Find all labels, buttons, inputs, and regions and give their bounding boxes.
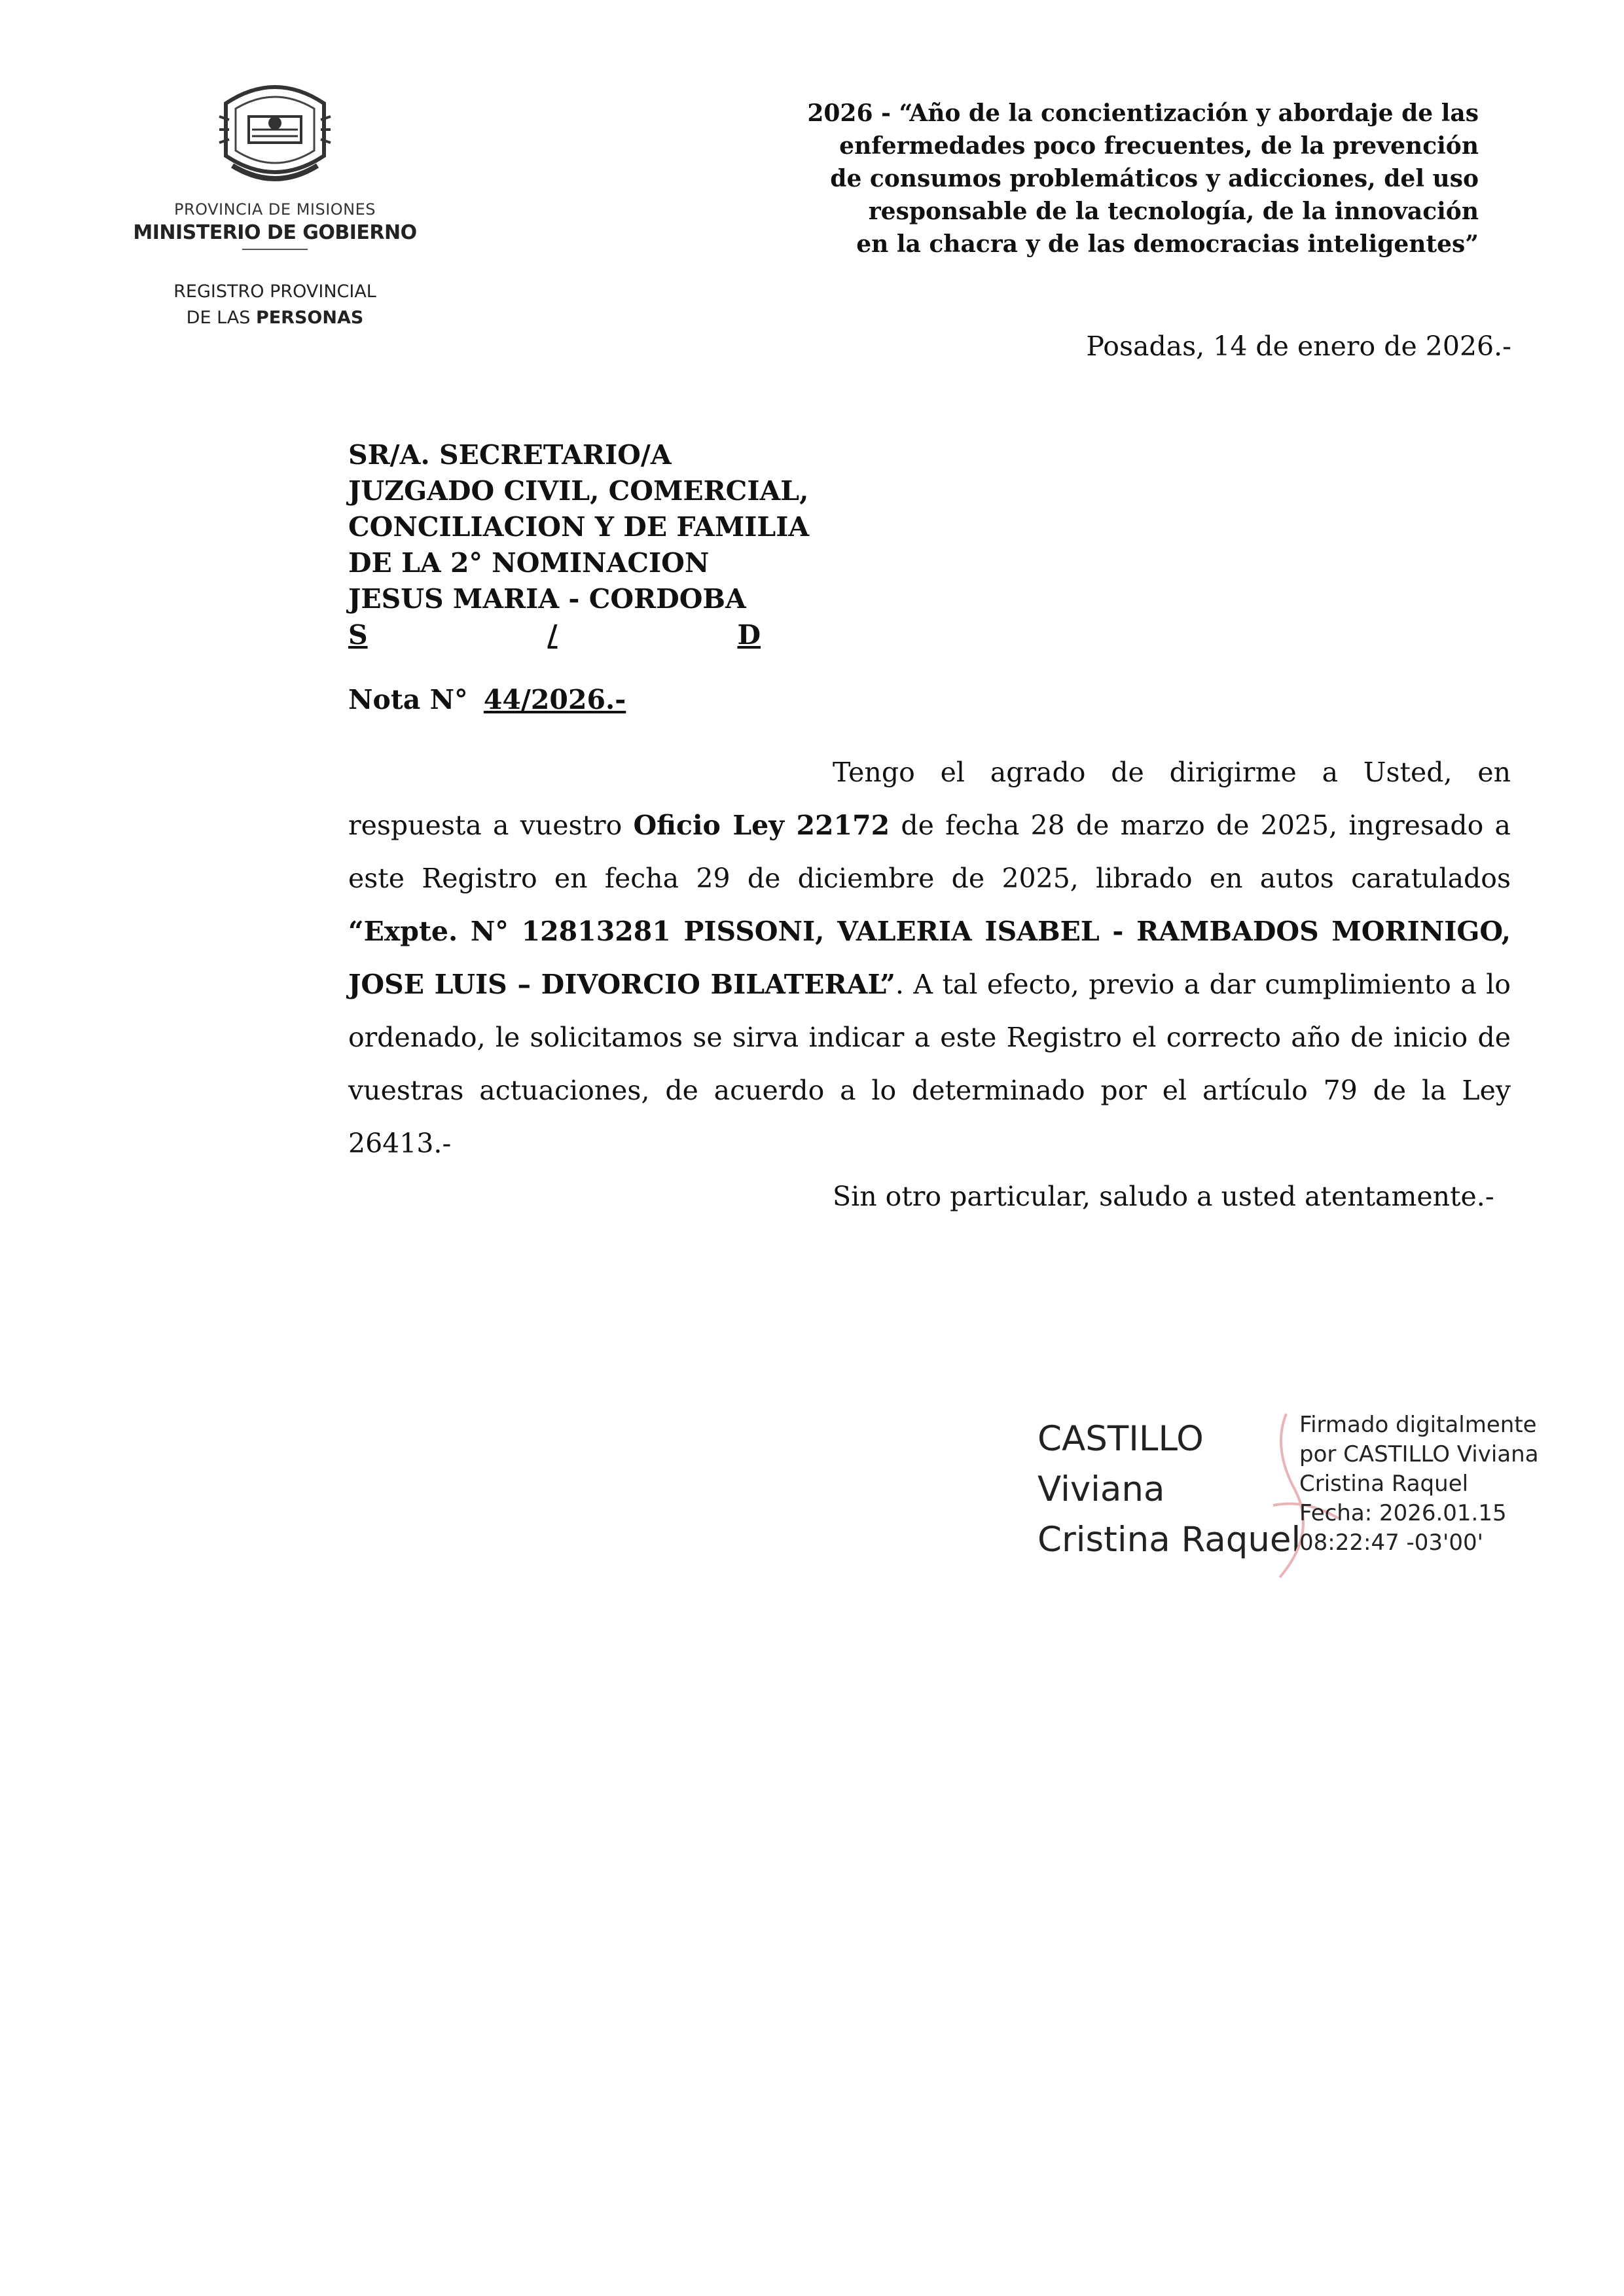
su-despacho	[348, 617, 761, 653]
motto-line: responsable de la tecnología, de la innovación	[868, 198, 1479, 225]
note-label: Nota N°	[348, 684, 468, 715]
note-number	[348, 684, 626, 715]
digital-signature-info	[1299, 1410, 1539, 1558]
letter-body	[348, 746, 1511, 1223]
registry-line-1: REGISTRO PROVINCIAL	[173, 281, 376, 302]
addressee-block	[348, 437, 809, 653]
note-value: 44/2026.-	[483, 684, 626, 715]
signature-info-line: 08:22:47 -03'00'	[1299, 1530, 1483, 1556]
addressee-line: JESUS MARIA - CORDOBA	[348, 583, 746, 615]
date-line: Posadas, 14 de enero de 2026.-	[1086, 331, 1511, 362]
sd-s: S	[348, 619, 368, 651]
body-text: Tengo el agrado de dirigirme a Usted, en respuesta a vuestro	[348, 757, 1511, 841]
sd-d: D	[737, 619, 761, 651]
addressee-line: DE LA 2° NOMINACION	[348, 547, 710, 579]
motto-line: enfermedades poco frecuentes, de la prevención	[839, 132, 1479, 160]
motto-line: 2026 - “Año de la concientización y abordaje de las	[807, 99, 1479, 127]
addressee-line: JUZGADO CIVIL, COMERCIAL,	[348, 475, 809, 507]
signature-info-line: por CASTILLO Viviana	[1299, 1441, 1539, 1467]
signature-info-line: Firmado digitalmente	[1299, 1412, 1537, 1438]
provincial-seal-icon	[213, 77, 337, 190]
addressee-line: SR/A. SECRETARIO/A	[348, 439, 672, 471]
ministry-logo	[121, 77, 429, 274]
registry-line-2	[144, 308, 406, 328]
motto-line: de consumos problemáticos y adicciones, del uso	[830, 165, 1479, 192]
motto-line: en la chacra y de las democracias inteligentes”	[856, 230, 1479, 258]
signer-name-line: Cristina Raquel	[1038, 1520, 1301, 1560]
signature-info-line: Cristina Raquel	[1299, 1471, 1469, 1497]
logo-divider	[242, 249, 308, 250]
registry-prefix: DE LAS	[186, 308, 256, 328]
year-motto	[693, 97, 1479, 260]
body-paragraph-1	[348, 746, 1511, 1170]
body-text: de fecha 28 de marzo de 2025, ingresado a este Registro en fecha 29 de diciembre de 2025, librado en autos caratulados	[348, 810, 1511, 894]
province-name: PROVINCIA DE MISIONES	[173, 200, 376, 219]
signer-name-line: CASTILLO	[1038, 1419, 1204, 1459]
sd-slash: /	[547, 619, 558, 651]
body-text: . A tal efecto, previo a dar cumplimiento a lo ordenado, le solicitamos se sirva indicar a este Registro el correcto año de inicio de vuestras actuaciones, de acuerdo a lo determinado por el artículo 79 de la Ley 26413.-	[348, 969, 1511, 1159]
case-title: “Expte. N° 12813281 PISSONI, VALERIA ISABEL - RAMBADOS MORINIGO, JOSE LUIS – DIVORCIO BILATERAL”	[348, 916, 1511, 1000]
signer-name-line: Viviana	[1038, 1469, 1165, 1509]
oficio-reference: Oficio Ley 22172	[633, 810, 890, 841]
body-paragraph-2: Sin otro particular, saludo a usted atentamente.-	[833, 1181, 1494, 1212]
addressee-line: CONCILIACION Y DE FAMILIA	[348, 511, 810, 543]
signature-info-line: Fecha: 2026.01.15	[1299, 1500, 1507, 1526]
registry-bold: PERSONAS	[255, 308, 364, 328]
ministry-name: MINISTERIO DE GOBIERNO	[133, 221, 417, 244]
